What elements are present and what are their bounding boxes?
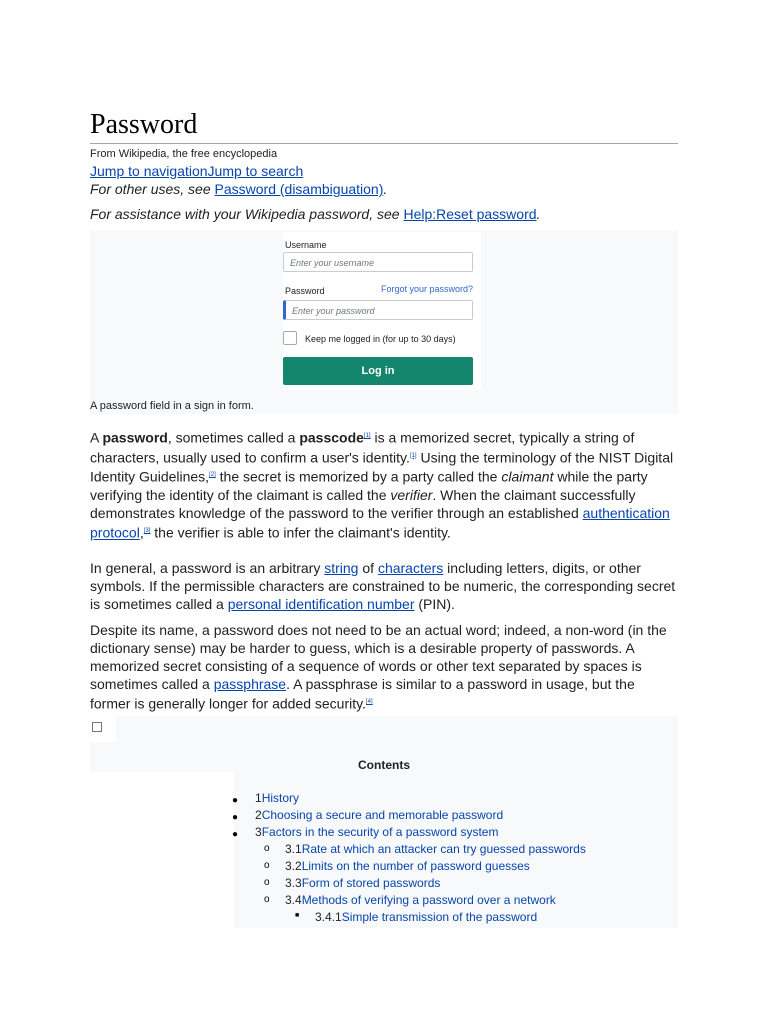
toc-bullet: ● xyxy=(232,795,239,806)
paragraph-passphrase xyxy=(90,621,678,713)
toc-number: 3.1 xyxy=(285,842,302,856)
toc-number: 2 xyxy=(255,808,262,822)
password-field: Enter your password xyxy=(283,300,473,320)
toc-number: 3.2 xyxy=(285,859,302,873)
text: (PIN). xyxy=(414,596,455,612)
toc-link-text[interactable]: Methods of verifying a password over a network xyxy=(301,893,556,907)
reference-link[interactable]: [4] xyxy=(365,699,373,705)
jump-links xyxy=(90,163,303,179)
pin-link[interactable]: personal identification number xyxy=(227,596,415,612)
jump-to-navigation-link[interactable]: Jump to navigation xyxy=(90,163,208,179)
username-field: Enter your username xyxy=(283,252,473,272)
help-reset-password-link[interactable]: Help:Reset password xyxy=(403,206,537,222)
toc-item-choosing[interactable] xyxy=(255,808,503,822)
figure-caption: A password field in a sign in form. xyxy=(90,400,254,412)
text: Using the terminology of the NIST Digital Identity Guidelines, xyxy=(90,449,674,485)
toc-link-text[interactable]: Form of stored passwords xyxy=(301,876,441,890)
toc-number: 3.3 xyxy=(285,876,302,890)
bold-term: passcode xyxy=(299,429,364,446)
toc-title: Contents xyxy=(358,758,410,772)
hatnote-text: For assistance with your Wikipedia password, see xyxy=(90,206,404,222)
keep-logged-in-label: Keep me logged in (for up to 30 days) xyxy=(305,334,456,344)
string-link[interactable]: string xyxy=(324,560,359,576)
table-of-contents xyxy=(90,716,678,928)
toc-bullet: ● xyxy=(232,812,239,823)
login-button: Log in xyxy=(283,357,473,385)
paragraph-general xyxy=(90,559,678,613)
text: is a memorized secret, typically a string of characters, usually used to confirm a user's identity. xyxy=(90,429,635,466)
reference-link[interactable]: [1] xyxy=(363,433,371,439)
italic-term: verifier xyxy=(390,486,433,503)
toc-link-text[interactable]: Choosing a secure and memorable password xyxy=(261,808,504,822)
toc-number: 3.4 xyxy=(285,893,302,907)
characters-link[interactable]: characters xyxy=(377,560,444,576)
paragraph-intro xyxy=(90,427,678,542)
reference-link[interactable]: [1] xyxy=(409,452,417,459)
toc-item-factors[interactable] xyxy=(255,825,498,839)
text: the verifier is able to infer the claimant's identity. xyxy=(150,524,451,541)
toc-link-text[interactable]: History xyxy=(261,791,300,805)
toc-bullet: ● xyxy=(232,829,239,840)
toc-bullet: o xyxy=(264,894,270,905)
toc-toggle-checkbox[interactable] xyxy=(90,716,116,742)
hatnote-text: . xyxy=(536,206,541,222)
signin-form-image xyxy=(283,232,481,390)
keep-logged-in-checkbox xyxy=(283,331,297,345)
authentication-protocol-link[interactable]: authentication protocol xyxy=(90,504,670,541)
checkbox-box[interactable] xyxy=(92,722,102,732)
text: . A passphrase is similar to a password in usage, but the former is generally longer for added security. xyxy=(90,676,635,712)
tagline: From Wikipedia, the free encyclopedia xyxy=(90,148,278,160)
toc-bullet: o xyxy=(264,877,270,888)
italic-term: claimant xyxy=(501,468,554,485)
text: , sometimes called a xyxy=(167,429,300,446)
text: including letters, digits, or other symbols. If the permissible characters are constrained to be numeric, the corresponding secret is sometimes called a xyxy=(90,560,676,612)
toc-item-history[interactable] xyxy=(255,791,299,805)
hatnote-text: . xyxy=(383,181,388,197)
username-label: Username xyxy=(285,240,327,250)
toc-link-text[interactable]: Limits on the number of password guesses xyxy=(301,859,530,873)
jump-to-search-link[interactable]: Jump to search xyxy=(207,163,304,179)
disambiguation-link[interactable]: Password (disambiguation) xyxy=(214,181,384,197)
page-title: Password xyxy=(90,108,678,144)
toc-number: 3.4.1 xyxy=(315,910,342,924)
toc-item-methods[interactable] xyxy=(285,893,556,907)
toc-item-limits[interactable] xyxy=(285,859,530,873)
bold-term: password xyxy=(102,429,168,446)
reference-link[interactable]: [2] xyxy=(209,472,216,479)
toc-bullet: ■ xyxy=(295,912,300,919)
text: while the party verifying the identity of the claimant is called the xyxy=(90,468,648,503)
text: . When the claimant successfully demonstrates knowledge of the password to the verifier through an established xyxy=(90,486,636,521)
toc-number: 1 xyxy=(255,791,262,805)
toc-link-text[interactable]: Rate at which an attacker can try guessed passwords xyxy=(301,842,586,856)
toc-left-gutter xyxy=(90,772,234,928)
text: A xyxy=(90,429,103,446)
hatnote-disambiguation xyxy=(90,181,387,197)
toc-header-band xyxy=(116,716,678,742)
text: the secret is memorized by a party called the xyxy=(215,468,502,485)
hatnote-help xyxy=(90,206,540,222)
toc-link-text[interactable]: Simple transmission of the password xyxy=(341,910,538,924)
forgot-password-link: Forgot your password? xyxy=(380,284,473,294)
password-label: Password xyxy=(285,286,325,296)
toc-link-text[interactable]: Factors in the security of a password system xyxy=(261,825,499,839)
passphrase-link[interactable]: passphrase xyxy=(213,676,287,692)
toc-item-rate[interactable] xyxy=(285,842,586,856)
toc-bullet: o xyxy=(264,843,270,854)
toc-bullet: o xyxy=(264,860,270,871)
hatnote-text: For other uses, see xyxy=(90,181,215,197)
text: In general, a password is an arbitrary xyxy=(90,560,325,576)
toc-item-simple-transmission[interactable] xyxy=(315,910,537,924)
reference-link[interactable]: [3] xyxy=(143,527,151,534)
toc-item-form[interactable] xyxy=(285,876,440,890)
toc-number: 3 xyxy=(255,825,262,839)
text: of xyxy=(358,560,378,576)
text: Despite its name, a password does not need to be an actual word; indeed, a non-word (in the dictionary sense) may be harder to guess, which is a desirable property of passwords. A memorized secret consisting of a sequence of words or other text separated by spaces is sometimes called a xyxy=(90,622,667,692)
figure-signin-form xyxy=(90,230,678,414)
text: , xyxy=(139,524,144,541)
